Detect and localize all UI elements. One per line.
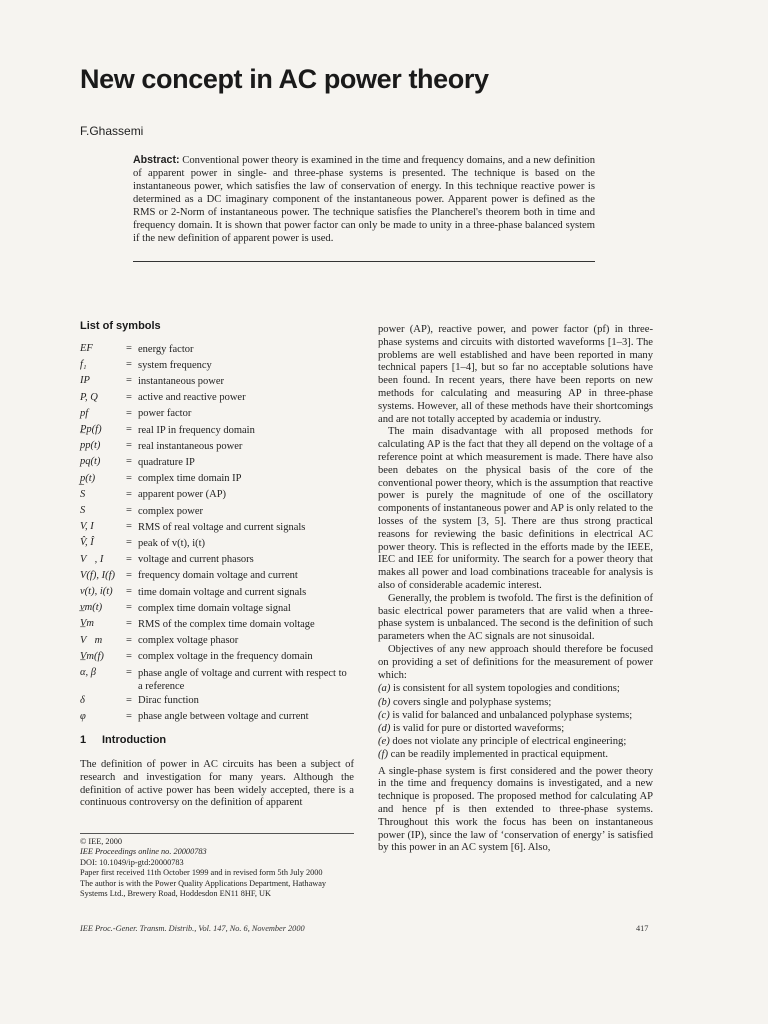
symbol: S⃗	[80, 505, 94, 517]
list-marker: (b)	[378, 696, 391, 708]
symbol-definition: complex voltage in the frequency domain	[138, 651, 313, 663]
equals-sign: =	[126, 440, 132, 452]
symbol: V̲m(f)	[80, 650, 104, 662]
symbol-definition: real IP in frequency domain	[138, 424, 255, 436]
equals-sign: =	[126, 407, 132, 419]
equals-sign: =	[126, 472, 132, 484]
symbol-row	[80, 709, 354, 725]
symbol: P, Q	[80, 391, 98, 403]
symbols-heading: List of symbols	[80, 320, 161, 332]
paragraph: The main disadvantage with all proposed methods for calculating AP is the fact that they all depend on the voltage of a reference point at which measurement is made. There have also been debates on the physical basis of the core of the conventional power theory, which is the assumption that reactive power is purely the magnitude of one of the oscillatory components of instantaneous power and AP is only related to the losses of the system [3, 5]. There are thus strong practical reasons for reviewing the basic definitions in electrical AC power theory. This is reflected in the efforts made by the IEEE, IEC and IEE for uniformity. The search for a power theory that makes all power and load combinations traceable for analysis is also of considerable academic interest.	[378, 426, 653, 591]
symbol: P̲p(f)	[80, 424, 102, 436]
symbol-definition: system frequency	[138, 359, 212, 371]
symbol-definition: complex power	[138, 505, 204, 517]
list-text: covers single and polyphase systems;	[393, 696, 552, 708]
symbol: α, β	[80, 667, 96, 679]
symbol: p̲(t)	[80, 472, 96, 484]
list-marker: (d)	[378, 722, 391, 734]
symbol-row	[80, 503, 354, 519]
symbol-row	[80, 487, 354, 503]
symbol-row	[80, 584, 354, 600]
abstract-label: Abstract:	[133, 154, 180, 166]
equals-sign: =	[126, 521, 132, 533]
paragraph: Generally, the problem is twofold. The first is the definition of basic electrical power parameters that are valid when a three-phase system is unbalanced. The second is the definition of such parameters when the AC signals are not sinusoidal.	[378, 592, 653, 643]
symbol-row	[80, 633, 354, 649]
right-column	[378, 324, 653, 855]
equals-sign: =	[126, 618, 132, 630]
equals-sign: =	[126, 569, 132, 581]
section-number: 1	[80, 733, 87, 746]
list-item	[378, 722, 653, 735]
footnote-doi: DOI: 10.1049/ip-gtd:20000783	[80, 857, 184, 867]
equals-sign: =	[126, 505, 132, 517]
symbol-row	[80, 568, 354, 584]
symbol-definition: time domain voltage and current signals	[138, 586, 307, 598]
symbol: v̲m(t)	[80, 602, 103, 614]
symbol-row	[80, 519, 354, 535]
objectives-list	[378, 682, 653, 761]
symbol-row	[80, 373, 354, 389]
paper-title: New concept in AC power theory	[80, 64, 489, 94]
footnote-divider	[80, 833, 354, 834]
symbol: pp(t)	[80, 440, 101, 452]
symbol: v(t), i(t)	[80, 586, 113, 598]
equals-sign: =	[126, 634, 132, 646]
symbol: δ	[80, 694, 85, 706]
list-marker: (c)	[378, 709, 390, 721]
symbol-row	[80, 422, 354, 438]
symbol: EF	[80, 343, 93, 354]
symbol-definition: power factor	[138, 408, 192, 420]
symbol: V⃗m	[80, 634, 103, 646]
symbol-definition: Dirac function	[138, 695, 199, 707]
symbol-row	[80, 471, 354, 487]
list-item	[378, 709, 653, 722]
symbol: V̂, Î	[80, 537, 94, 549]
symbols-list	[80, 341, 354, 725]
equals-sign: =	[126, 553, 132, 565]
equals-sign: =	[126, 602, 132, 614]
equals-sign: =	[126, 586, 132, 598]
symbol-definition: quadrature IP	[138, 456, 195, 468]
symbol: pf	[80, 407, 89, 419]
equals-sign: =	[126, 694, 132, 706]
list-text: is consistent for all system topologies and conditions;	[393, 683, 620, 695]
paragraph: A single-phase system is first considered and the power theory in the time and frequency domains is investigated, and a new technique is proposed. The proposed method for calculating AP and hence pf is then extended to three-phase systems. Throughout this work the focus has been on instantaneous power (IP), since the law of ‘conservation of energy’ is satisfied by this power in an AC system [6]. Also,	[378, 765, 653, 854]
symbol-definition: peak of v(t), i(t)	[138, 537, 206, 549]
symbol-row	[80, 438, 354, 454]
footnote-received: Paper first received 11th October 1999 and in revised form 5th July 2000	[80, 868, 323, 878]
equals-sign: =	[126, 650, 132, 662]
symbol-row	[80, 406, 354, 422]
equals-sign: =	[126, 456, 132, 468]
symbol-definition: apparent power (AP)	[138, 489, 227, 501]
equals-sign: =	[126, 537, 132, 549]
footnote-affiliation: The author is with the Power Quality Applications Department, Hathaway Systems Ltd., Brewery Road, Hoddesdon EN11 8HF, UK	[80, 878, 327, 899]
introduction-heading	[80, 734, 354, 746]
abstract-divider	[133, 261, 595, 262]
list-marker: (e)	[378, 736, 390, 748]
symbol-definition: complex time domain voltage signal	[138, 602, 291, 614]
symbol-row	[80, 552, 354, 568]
symbol-row	[80, 616, 354, 632]
symbol-definition: instantaneous power	[138, 375, 225, 387]
symbol-row	[80, 390, 354, 406]
list-item	[378, 735, 653, 748]
symbol-row	[80, 665, 354, 693]
list-text: is valid for pure or distorted waveforms;	[393, 722, 565, 734]
paragraph: Objectives of any new approach should therefore be focused on providing a set of definitions for the measurement of power which:	[378, 643, 653, 681]
symbol-definition: RMS of real voltage and current signals	[138, 521, 306, 533]
symbol: S	[80, 488, 86, 500]
symbol-row	[80, 649, 354, 665]
equals-sign: =	[126, 343, 132, 354]
symbol-row	[80, 454, 354, 470]
paragraph: power (AP), reactive power, and power factor (pf) in three-phase systems and circuits with distorted waveforms [1–3]. The problems are well established and have been reported in many technical papers [1–4], but so far no acceptable solutions have been found. In recent years, there have been reports on new methods for calculating and measuring AP in three-phase systems. However, all of these methods have their shortcomings and are not totally accepted by academia or industry.	[378, 324, 653, 425]
list-text: does not violate any principle of electrical engineering;	[392, 736, 627, 748]
list-item	[378, 748, 653, 761]
equals-sign: =	[126, 667, 132, 679]
equals-sign: =	[126, 375, 132, 387]
symbol-row	[80, 600, 354, 616]
symbol-row	[80, 535, 354, 551]
symbol: V̲m	[80, 618, 94, 630]
equals-sign: =	[126, 359, 132, 371]
symbol: f₁	[80, 359, 87, 371]
symbol-definition: phase angle between voltage and current	[138, 711, 309, 723]
symbol-definition: complex voltage phasor	[138, 635, 239, 647]
list-item	[378, 696, 653, 709]
symbol: pq(t)	[80, 456, 101, 468]
symbol-definition: phase angle of voltage and current with respect to a reference	[138, 667, 347, 692]
list-text: can be readily implemented in practical equipment.	[390, 749, 609, 761]
footnote-online-no: IEE Proceedings online no. 20000783	[80, 847, 207, 857]
introduction-paragraph: The definition of power in AC circuits has been a subject of research and investigation for many years. Although the definition of active power has been widely accepted, there is a continuous controversy on the definition of apparent	[80, 758, 354, 809]
footnotes	[80, 837, 354, 899]
equals-sign: =	[126, 710, 132, 722]
symbol-definition: frequency domain voltage and current	[138, 570, 298, 582]
equals-sign: =	[126, 488, 132, 500]
section-title: Introduction	[102, 733, 167, 746]
equals-sign: =	[126, 391, 132, 403]
symbol: V(f), I(f)	[80, 569, 115, 581]
list-marker: (f)	[378, 749, 388, 761]
symbol-definition: complex time domain IP	[138, 473, 242, 485]
symbol: V⃗, I⃗	[80, 553, 112, 565]
equals-sign: =	[126, 424, 132, 436]
symbol-definition: active and reactive power	[138, 392, 246, 404]
symbol-definition: RMS of the complex time domain voltage	[138, 618, 315, 630]
symbol-definition: real instantaneous power	[138, 440, 243, 452]
list-text: is valid for balanced and unbalanced polyphase systems;	[392, 709, 633, 721]
left-column	[80, 320, 354, 810]
footnote-copyright: © IEE, 2000	[80, 837, 123, 846]
list-item	[378, 682, 653, 695]
symbol: V, I	[80, 521, 94, 533]
symbol: φ	[80, 710, 86, 722]
abstract-text: Conventional power theory is examined in the time and frequency domains, and a new definition of apparent power in single- and three-phase systems is presented. The technique is based on the instantaneous power, which satisfies the law of conservation of energy. In this technique reactive power is determined as a DC imaginary component of the instantaneous power. Apparent power is defined as the RMS or 2-Norm of instantaneous power. The technique satisfies the Plancherel's theorem both in time and frequency domain. It is shown that power factor can only be made to unity in a three-phase balanced system if the new definition of apparent power is used.	[133, 155, 596, 245]
symbol-definition: voltage and current phasors	[138, 554, 254, 566]
page-number: 417	[636, 924, 649, 933]
symbol-row	[80, 693, 354, 709]
abstract	[133, 154, 595, 245]
symbol: IP	[80, 375, 90, 387]
author-name: F.Ghassemi	[80, 124, 144, 138]
journal-footer: IEE Proc.-Gener. Transm. Distrib., Vol. 147, No. 6, November 2000	[80, 924, 305, 933]
symbol-row	[80, 357, 354, 373]
list-marker: (a)	[378, 683, 391, 695]
symbol-row	[80, 341, 354, 357]
symbol-definition: energy factor	[138, 343, 194, 355]
